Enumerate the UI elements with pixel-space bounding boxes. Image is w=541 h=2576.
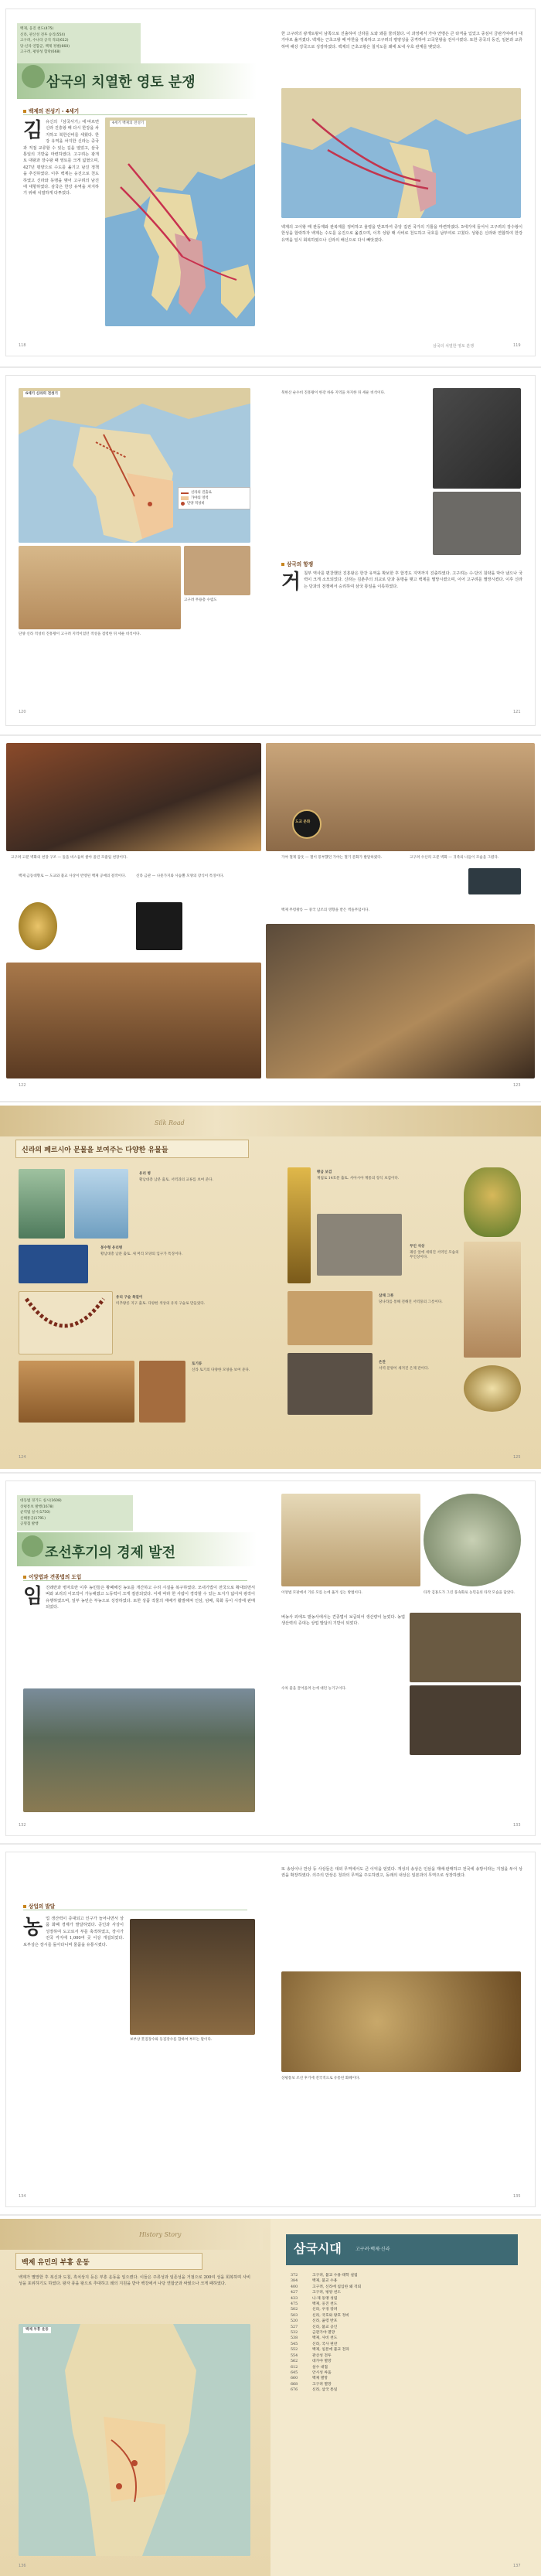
spread-joseon-economy — [0, 1477, 541, 1840]
armor-photo — [468, 868, 521, 894]
page-number-right: 125 — [513, 1455, 521, 1460]
timeline-year: 660 — [291, 2377, 298, 2381]
item-desc: 황남대총 남분 출토. 새 머리 모양의 입구가 특징이다. — [100, 1252, 183, 1256]
timeline-year: 520 — [291, 2319, 298, 2324]
page-number-left: 118 — [19, 343, 26, 348]
artifact-sword — [288, 1167, 311, 1283]
silla-map — [19, 388, 250, 543]
tomb-ceiling-photo — [6, 743, 261, 851]
spread-commerce — [0, 1848, 541, 2211]
item-desc: 황남대총 남분 출토. 서역과의 교류를 보여 준다. — [139, 1178, 213, 1182]
timeline-year: 532 — [291, 2331, 298, 2336]
body-left — [23, 119, 99, 328]
bullet-icon — [23, 1576, 26, 1579]
item-desc: 신라 토기의 다양한 모양을 보여 준다. — [192, 1368, 250, 1372]
section-rule — [23, 1580, 247, 1581]
fig2-caption: 북한산 순수비 진흥왕이 한강 하류 지역을 차지한 뒤 세운 비석이다. — [281, 391, 386, 395]
section-heading — [23, 1902, 55, 1910]
timeline-year: 538 — [291, 2336, 298, 2341]
item-desc: 괘릉 앞에 세워진 서역인 모습의 무인상이다. — [410, 1251, 459, 1260]
spread-silla-expansion — [0, 371, 541, 731]
timeline-row — [291, 2382, 516, 2387]
map-image — [105, 118, 255, 326]
caption-3: 신라 금관 — 나뭇가지와 사슴뿔 모양의 장식이 특징이다. — [136, 874, 224, 878]
artifact-vessel — [464, 1167, 521, 1237]
page-number-right: 123 — [513, 1083, 521, 1088]
timeline-event: 나·제 동맹 성립 — [312, 2296, 338, 2301]
body-text: 칠부 역사를 편찬했던 진흥왕은 한강 유역을 확보한 후 함경도 지역까지 진출하였다. 고구려는 수·당의 침략을 막아 냈으나 국력이 크게 소모되었다. 신라는 김춘추의 외교로 당과 동맹을 맺고 백제를 멸망시켰으며, 이어 고구려를 멸망시켰다. 이후 신라는 당과의 전쟁에서 승리하여 삼국 통일을 이룩하였다. — [304, 571, 522, 589]
note: 상평통보 발행(1678) — [20, 1504, 54, 1509]
body-text: 백제의 고이왕 때 관등제와 관복제를 정비하고 율령을 반포하여 중앙 집권 국가의 기틀을 마련하였다. 5세기에 들어서 고구려의 장수왕이 한성을 함락하자 백제는 수도를 웅진으로 옮겼으며, 이후 성왕 때 사비로 천도하고 국호를 남부여로 고쳤다. 성왕은 신라와 연합하여 한강 유역을 일시 회복하였으나 신라의 배신으로 다시 빼앗겼다. — [281, 225, 522, 243]
note: 고구려, 수나라 공격 격퇴(612) — [20, 39, 69, 43]
artifact-figure — [139, 1361, 185, 1423]
artifact-stone-panel — [317, 1214, 402, 1276]
spread-baekje-revival — [0, 2219, 541, 2576]
timeline-year: 502 — [291, 2308, 298, 2312]
bullet-icon — [281, 563, 284, 566]
timeline-row — [291, 2290, 516, 2295]
map-label: 백제 부흥 운동 — [23, 2327, 51, 2333]
legend-swatch — [181, 502, 185, 506]
caption-1: 보부상 봇짐장수와 등짐장수를 합하여 부르는 말이다. — [130, 2038, 213, 2042]
caption-2: 타작 김홍도가 그린 풍속화로 농민들의 타작 모습을 담았다. — [424, 1591, 515, 1595]
body-text: 또 송상이나 만상 등 사상들은 대외 무역에서도 큰 이익을 얻었다. 개성의 송상은 인삼을 재배·판매하고 전국에 송방이라는 지점을 두어 상권을 확장하였다. 의주의 만상은 청과의 무역을 주도하였고, 동래의 내상은 일본과의 무역으로 성장하였다. — [281, 1867, 522, 1879]
body-text: 유신의 『삼국사기』에 따르면 신라 진흥왕 때 다시 한강을 차지하고 북한산비를 세웠다. 한강 유역을 차지한 신라는 중국과 직접 교류할 수 있는 길을 열었고, 삼국 통일의 기반을 마련하였다. 고구려는 광개토 대왕과 장수왕 때 영토를 크게 넓혔으며, 427년 평양으로 수도를 옮기고 남진 정책을 추진하였다. 이후 백제는 웅진으로 천도하였고 신라와 동맹을 맺어 고구려의 남진에 대항하였다. 삼국은 한강 유역을 차지하기 위해 치열하게 다투었다. — [23, 120, 99, 196]
coins-photo — [281, 1971, 521, 2072]
map-drawing — [19, 388, 250, 543]
body-text: 진왜란과 병자호란 이후 농민들은 황폐해진 농토를 개간하고 수리 시설을 복구하였다. 모내기법이 전국으로 확대되면서 벼와 보리의 이모작이 가능해졌고 노동력이 크게 절감되었다. 이에 따라 한 사람이 경작할 수 있는 토지가 넓어져 광작이 유행하였으며, 일부 농민은 부농으로 성장하였다. 또한 상품 작물의 재배가 활발해져 인삼, 담배, 목화 등이 시장에 판매되었다. — [46, 1586, 255, 1610]
item-name: 봉수형 유리병 — [100, 1246, 123, 1250]
body-right — [281, 1614, 405, 1684]
body-left — [23, 1585, 255, 1685]
timeline-year: 645 — [291, 2370, 298, 2375]
tomb-brick-photo — [266, 924, 535, 1078]
caption-1: 고구려 고분 벽화의 천장 구조 — 돌을 비스듬히 쌓아 올린 모줄임 천장이다. — [11, 856, 128, 860]
map-image-right — [281, 88, 521, 218]
caption-4: 가야 철제 갑옷 — 철이 풍부했던 가야는 철기 문화가 발달하였다. — [281, 856, 383, 860]
timeline-row — [291, 2325, 516, 2330]
map-legend — [178, 487, 250, 509]
sidebar-notes — [20, 1498, 128, 1528]
item-desc: 당나라를 통해 전해진 서역풍의 그릇이다. — [379, 1300, 443, 1304]
map-label: 4세기 백제의 전성기 — [110, 121, 146, 127]
page-number-right: 119 — [513, 343, 521, 348]
title-ornament — [22, 1535, 43, 1557]
note: 대동법 경기도 실시(1608) — [20, 1499, 62, 1503]
timeline-year: 562 — [291, 2360, 298, 2364]
bullet-icon — [23, 110, 26, 113]
map-title: 6세기 신라의 전성기 — [23, 391, 60, 397]
timeline-year: 527 — [291, 2325, 298, 2329]
waterwheel-photo — [410, 1613, 521, 1682]
note: 고구려, 평양성 함락(668) — [20, 50, 61, 55]
timeline-list — [291, 2273, 516, 2394]
timeline-event: 백제 멸망 — [312, 2377, 328, 2381]
artifact-glass-bowl — [19, 1245, 88, 1283]
page-title: 신라의 페르시아 문물을 보여주는 다양한 유물들 — [22, 1147, 168, 1154]
section-heading — [23, 107, 79, 114]
timeline-row — [291, 2336, 516, 2341]
timeline-row — [291, 2285, 516, 2290]
timeline-row — [291, 2365, 516, 2370]
note: 신라, 관산성 전투 승리(554) — [20, 32, 66, 37]
mural-large — [6, 963, 261, 1078]
timeline-year: 372 — [291, 2274, 298, 2278]
page-title: 삼국의 치열한 영토 분쟁 — [46, 74, 196, 90]
item-desc: 미추왕릉 지구 출토. 다양한 색상의 유리 구슬로 만들었다. — [116, 1302, 206, 1306]
timeline-row — [291, 2387, 516, 2393]
page-number-left: 134 — [19, 2194, 26, 2199]
timeline-event: 백제, 사비 천도 — [312, 2336, 338, 2341]
body-text: 업 생산력이 증대되고 인구가 늘어나면서 상품 화폐 경제가 발달하였다. 공인과 사상이 성장하여 도고로서 부를 축적하였고, 장시가 전국 각지에 1,000여 곳 이상 개설되었다. 보부상은 장시를 돌아다니며 물품을 유통시켰다. — [23, 1917, 124, 1947]
timeline-year: 427 — [291, 2291, 298, 2295]
timeline-event: 신라, 삼국 통일 — [312, 2388, 338, 2393]
spread-separator — [0, 2214, 541, 2216]
section-rule — [23, 114, 247, 115]
body-text: 한 고구려의 광개토왕이 남쪽으로 진출하여 신라를 도와 왜를 물리쳤다. 이 과정에서 가야 연맹은 큰 타격을 입었고 중심이 금관가야에서 대가야로 옮겨졌다. 백제는 근초고왕 때 마한을 정복하고 고구려의 평양성을 공격하여 고국원왕을 전사시켰다. 또한 중국의 동진, 일본과 교류하며 해상 강국으로 성장하였다. 백제의 근초고왕은 칠지도를 왜에 보내 우호 관계를 맺었다. — [281, 32, 522, 49]
section-heading-text: 백제의 전성기 - 4세기 — [29, 108, 80, 114]
timeline-event: 고구려, 평양 천도 — [312, 2291, 342, 2295]
timeline-row — [291, 2307, 516, 2312]
dropcap: 임 — [23, 1585, 43, 1608]
timeline-year: 400 — [291, 2285, 298, 2289]
map-drawing — [281, 88, 521, 218]
note: 공명첩 발행 — [20, 1522, 39, 1527]
spread-separator — [0, 1843, 541, 1845]
timeline-row — [291, 2370, 516, 2376]
timeline-year: 433 — [291, 2296, 298, 2301]
item-name: 황금 보검 — [317, 1170, 332, 1174]
revival-map — [19, 2324, 250, 2556]
artifact-warrior-statue — [464, 1242, 521, 1358]
timeline-event: 신라, 율령 반포 — [312, 2319, 338, 2324]
banner-strip — [0, 1106, 541, 1136]
timeline-row — [291, 2319, 516, 2324]
section-heading-text: 삼국의 항쟁 — [287, 561, 314, 567]
artifact-tricolor-bowl — [288, 1291, 373, 1345]
body — [19, 2274, 250, 2321]
page-number-right: 135 — [513, 2194, 521, 2199]
banner-text: History Story — [139, 2231, 182, 2238]
dropcap: 김 — [23, 119, 43, 142]
timeline-row — [291, 2342, 516, 2347]
artifact-tomb-wall — [288, 1353, 373, 1415]
timeline-event: 백제, 불교 수용 — [312, 2279, 338, 2284]
artifact-glass-bottle — [19, 1169, 65, 1239]
note: 백제, 웅진 천도(475) — [20, 27, 54, 31]
page-title: 조선후기의 경제 발전 — [45, 1545, 176, 1561]
timeline-event: 안시성 싸움 — [312, 2370, 332, 2375]
timeline-row — [291, 2278, 516, 2284]
caption-3: 수차 물을 끌어올려 논에 대던 농기구이다. — [281, 1687, 347, 1691]
timeline-row — [291, 2347, 516, 2353]
timeline-event: 백제, 일본에 불교 전파 — [312, 2348, 349, 2353]
circle-photo-1 — [424, 1494, 521, 1586]
note: 균역법 실시(1750) — [20, 1511, 50, 1515]
timeline-year: 552 — [291, 2348, 298, 2353]
timeline-row — [291, 2376, 516, 2381]
body-text: 백제가 멸망한 후 복신과 도침, 흑치상지 등은 부흥 운동을 일으켰다. 이들은 주류성과 임존성을 거점으로 200여 성을 회복하며 사비성을 포위하기도 하였다. 왕자 풍을 왕으로 추대하고 왜의 지원을 받아 백강에서 나당 연합군과 싸웠으나 크게 패하였다. — [19, 2275, 250, 2287]
timeline-row — [291, 2273, 516, 2278]
artifact-silver-cup — [464, 1365, 521, 1412]
banner-text: Silk Road — [155, 1119, 185, 1126]
legend-swatch — [181, 496, 189, 500]
body-right — [281, 571, 522, 702]
timeline-subtitle: 고구려·백제·신라 — [356, 2247, 390, 2252]
bullet-icon — [23, 1905, 26, 1908]
legend-item — [181, 490, 247, 496]
map-drawing — [19, 2324, 250, 2556]
tools-photo — [410, 1685, 521, 1755]
body-right — [281, 31, 522, 85]
timeline-title: 삼국시대 — [294, 2241, 342, 2256]
spread-separator — [0, 1472, 541, 1474]
body-right-2 — [281, 224, 522, 325]
gold-crown-photo — [136, 902, 182, 950]
label-circle-text: 도교 문화 — [295, 820, 311, 824]
note: 당·신라 연합군, 백제 정벌(660) — [20, 44, 70, 49]
caption-1: 이앙법 모판에서 기른 모를 논에 옮겨 심는 방법이다. — [281, 1591, 362, 1595]
spread-territorial-dispute — [0, 0, 541, 363]
timeline-event: 백제, 웅진 천도 — [312, 2302, 338, 2307]
painting-farming — [281, 1494, 420, 1586]
body-left — [23, 1916, 124, 2086]
timeline-row — [291, 2302, 516, 2307]
timeline-event: 신라, 국호와 왕호 정비 — [312, 2313, 349, 2318]
timeline-year: 612 — [291, 2365, 298, 2370]
running-head: 삼국의 치열한 영토 분쟁 — [433, 344, 475, 349]
section-heading — [281, 560, 313, 567]
timeline-event: 신라, 국사 편찬 — [312, 2342, 338, 2346]
timeline-event: 금관가야 멸망 — [312, 2331, 335, 2336]
farming-photo — [23, 1688, 255, 1812]
timeline-event: 신라, 불교 공인 — [312, 2325, 338, 2329]
caption-2: 백제 금동대향로 — 도교와 불교 사상이 반영된 백제 공예의 걸작이다. — [19, 874, 127, 878]
fig1-caption: 단양 신라 적성비 진흥왕이 고구려 지역이었던 적성을 점령한 뒤 세운 비석이다. — [19, 632, 141, 636]
timeline-year: 676 — [291, 2388, 298, 2393]
caption-2: 상평통보 조선 후기에 전국적으로 유통된 화폐이다. — [281, 2077, 360, 2080]
section-heading-text: 이앙법과 견종법의 도입 — [29, 1574, 82, 1580]
spread-separator — [0, 734, 541, 736]
spread-separator — [0, 1101, 541, 1102]
item-name: 유리 구슬 목걸이 — [116, 1296, 143, 1300]
timeline-event: 고구려, 불교 수용·태학 설립 — [312, 2274, 358, 2278]
spread-silk-road — [0, 1106, 541, 1469]
page-number-right: 137 — [513, 2564, 521, 2568]
page-number-left: 136 — [19, 2564, 26, 2568]
timeline-year: 545 — [291, 2342, 298, 2346]
timeline-year: 384 — [291, 2279, 298, 2284]
spread-tomb-murals — [0, 738, 541, 1098]
section-heading — [23, 1573, 81, 1580]
timeline-event: 대가야 멸망 — [312, 2360, 332, 2364]
timeline-row — [291, 2313, 516, 2319]
page-number-left: 120 — [19, 710, 26, 714]
caption-5: 고구려 수산리 고분 벽화 — 귀족의 나들이 모습을 그렸다. — [410, 856, 499, 860]
timeline-row — [291, 2330, 516, 2336]
bead-necklace-drawing — [19, 1291, 111, 1353]
timeline-event: 고구려, 신라에 침입한 왜 격퇴 — [312, 2285, 362, 2289]
timeline-event: 살수 대첩 — [312, 2365, 328, 2370]
page-number-left: 132 — [19, 1823, 26, 1828]
gilt-artifact-photo — [19, 902, 57, 950]
mural-image-2 — [184, 546, 250, 595]
page-title: 백제 유민의 부흥 운동 — [22, 2259, 90, 2267]
timeline-event: 신라, 우경 장려 — [312, 2308, 338, 2312]
item-desc: 서역 문양이 새겨진 은제 잔이다. — [379, 1367, 429, 1371]
timeline-event: 관산성 전투 — [312, 2353, 332, 2358]
legend-item — [181, 496, 247, 501]
stele-image-2 — [433, 492, 521, 555]
artifact-pottery — [19, 1361, 134, 1423]
title-ornament — [22, 65, 45, 88]
spread-separator — [0, 366, 541, 368]
timeline-year: 475 — [291, 2302, 298, 2307]
page-number-right: 133 — [513, 1823, 521, 1828]
legend-label: 단양 적성비 — [187, 502, 205, 506]
body-text: 벼농사 외에도 밭농사에서는 견종법이 보급되어 생산량이 늘었다. 농업 생산력의 증대는 상업 발달의 기반이 되었다. — [281, 1615, 405, 1627]
legend-swatch — [181, 492, 189, 494]
merchant-photo — [130, 1919, 255, 2035]
timeline-row — [291, 2359, 516, 2364]
fig3-caption: 고구려 무용총 수렵도 — [184, 598, 217, 602]
dropcap: 농 — [23, 1916, 43, 1939]
banner-strip — [0, 2219, 263, 2250]
page-number-left: 124 — [19, 1455, 26, 1460]
stele-image — [433, 388, 521, 489]
timeline-year: 503 — [291, 2313, 298, 2318]
timeline-year: 554 — [291, 2353, 298, 2358]
map-drawing — [105, 118, 255, 326]
note: 신해통공(1791) — [20, 1516, 46, 1521]
artifact-phoenix-bottle — [74, 1169, 128, 1239]
item-name: 토기류 — [192, 1362, 202, 1366]
legend-label: 가야의 영역 — [191, 496, 209, 500]
body-right — [281, 1866, 522, 1967]
page-number-right: 121 — [513, 710, 521, 714]
mural-image — [19, 546, 181, 629]
item-name: 유리 병 — [139, 1172, 151, 1176]
legend-label: 신라의 진출로 — [191, 491, 212, 495]
timeline-row — [291, 2353, 516, 2359]
sidebar-notes — [20, 26, 136, 56]
item-name: 무인 석상 — [410, 1245, 425, 1249]
page-number-left: 122 — [19, 1083, 26, 1088]
caption-6: 백제 무령왕릉 — 중국 남조의 영향을 받은 벽돌무덤이다. — [281, 908, 369, 912]
item-name: 은잔 — [379, 1361, 386, 1365]
section-heading-text: 상업의 발달 — [29, 1903, 56, 1910]
timeline-event: 고구려 멸망 — [312, 2382, 332, 2387]
item-name: 삼채 그릇 — [379, 1294, 394, 1298]
legend-item — [181, 501, 247, 506]
timeline-year: 668 — [291, 2382, 298, 2387]
timeline-row — [291, 2296, 516, 2302]
dropcap: 거 — [281, 571, 301, 594]
item-desc: 계림로 14호분 출토. 서아시아 계통의 장식 보검이다. — [317, 1177, 400, 1181]
